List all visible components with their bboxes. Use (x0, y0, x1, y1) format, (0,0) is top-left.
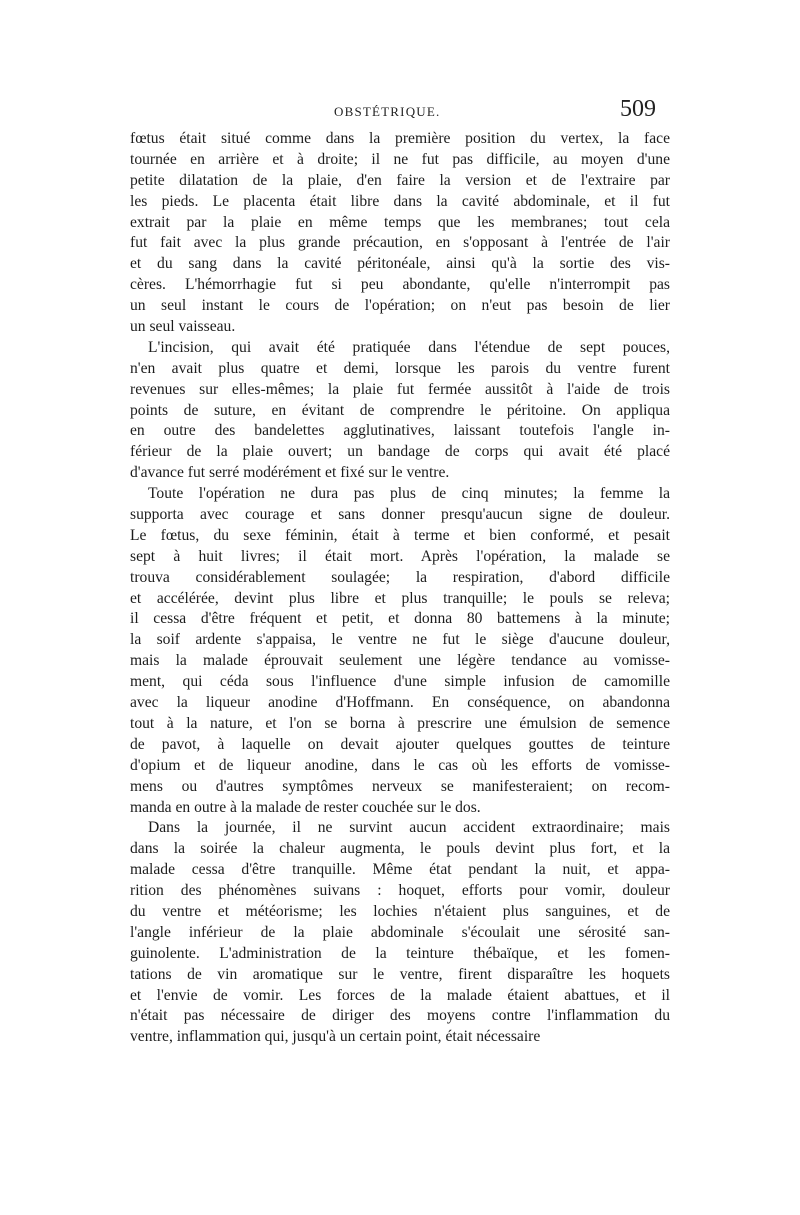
text-line: L'incision, qui avait été pratiquée dans l'étendue de sept pouces, (148, 338, 670, 356)
paragraph (130, 484, 670, 818)
text-line: tournée en arrière et à droite; il ne fut pas difficile, au moyen d'une (130, 150, 670, 168)
text-line: d'avance fut serré modérément et fixé sur le ventre. (130, 464, 450, 482)
text-line: sept à huit livres; il était mort. Après l'opération, la malade se (130, 547, 670, 565)
text-line: en outre des bandelettes agglutinatives, laissant toutefois l'angle in- (130, 422, 670, 440)
paragraph (130, 818, 670, 1048)
text-line: dans la soirée la chaleur augmenta, le pouls devint plus fort, et la (130, 840, 670, 858)
text-line: cères. L'hémorrhagie fut si peu abondante, qu'elle n'interrompit pas (130, 276, 670, 294)
text-line: du ventre et météorisme; les lochies n'étaient plus sanguines, et de (130, 902, 670, 920)
text-line: férieur de la plaie ouvert; un bandage de corps qui avait été placé (130, 443, 670, 461)
text-line: Le fœtus, du sexe féminin, était à terme et bien conformé, et pesait (130, 526, 670, 544)
text-line: petite dilatation de la plaie, d'en faire la version et de l'extraire par (130, 171, 670, 189)
text-line: la soif ardente s'appaisa, le ventre ne fut le siège d'aucune douleur, (130, 631, 670, 649)
text-line: mens ou d'autres symptômes nerveux se manifesteraient; on recom- (130, 777, 670, 795)
text-line: n'était pas nécessaire de diriger des moyens contre l'inflammation du (130, 1007, 670, 1025)
text-line: il cessa d'être fréquent et petit, et donna 80 battemens à la minute; (130, 610, 670, 628)
text-line: d'opium et de liqueur anodine, dans le cas où les efforts de vomisse- (130, 756, 670, 774)
text-line: de pavot, à laquelle on devait ajouter quelques gouttes de teinture (130, 735, 670, 753)
text-line: trouva considérablement soulagée; la respiration, d'abord difficile (130, 568, 670, 586)
text-line: et accélérée, devint plus libre et plus tranquille; le pouls se releva; (130, 589, 670, 607)
text-line: tations de vin aromatique sur le ventre, firent disparaître les hoquets (130, 965, 670, 983)
text-line: mais la malade éprouvait seulement une légère tendance au vomisse- (130, 652, 670, 670)
text-line: extrait par la plaie en même temps que les membranes; tout cela (130, 213, 670, 231)
text-line: rition des phénomènes suivans : hoquet, efforts pour vomir, douleur (130, 882, 670, 900)
text-line: fut fait avec la plus grande précaution, en s'opposant à l'entrée de l'air (130, 234, 670, 252)
page-header (0, 96, 800, 126)
text-line: fœtus était situé comme dans la première position du vertex, la face (130, 130, 670, 147)
text-line: Dans la journée, il ne survint aucun accident extraordinaire; mais (148, 819, 670, 837)
text-line: manda en outre à la malade de rester couchée sur le dos. (130, 798, 481, 816)
text-line: les pieds. Le placenta était libre dans la cavité abdominale, et il fut (130, 192, 670, 210)
text-line: et l'envie de vomir. Les forces de la malade étaient abattues, et il (130, 986, 670, 1004)
page-number: 509 (620, 96, 656, 122)
paragraph (130, 129, 670, 338)
text-line: l'angle inférieur de la plaie abdominale s'écoulait une sérosité san- (130, 923, 670, 941)
text-line: avec la liqueur anodine d'Hoffmann. En conséquence, on abandonna (130, 694, 670, 712)
paragraph (130, 338, 670, 484)
text-line: revenues sur elles-mêmes; la plaie fut fermée aussitôt à l'aide de trois (130, 380, 670, 398)
text-line: n'en avait plus quatre et demi, lorsque les parois du ventre furent (130, 359, 670, 377)
running-title: OBSTÉTRIQUE. (334, 104, 441, 119)
text-line: supporta avec courage et sans donner presqu'aucun signe de douleur. (130, 506, 670, 524)
text-line: ment, qui céda sous l'influence d'une simple infusion de camomille (130, 673, 670, 691)
text-line: un seul instant le cours de l'opération; on n'eut pas besoin de lier (130, 297, 670, 315)
text-line: guinolente. L'administration de la teinture thébaïque, et les fomen- (130, 944, 670, 962)
text-line: malade cessa d'être tranquille. Même état pendant la nuit, et appa- (130, 861, 670, 879)
body-text (130, 129, 670, 1048)
text-line: et du sang dans la cavité péritonéale, ainsi qu'à la sortie des vis- (130, 255, 670, 273)
text-line: Toute l'opération ne dura pas plus de cinq minutes; la femme la (148, 485, 670, 503)
text-line: points de suture, en évitant de comprendre le péritoine. On appliqua (130, 401, 670, 419)
text-line: ventre, inflammation qui, jusqu'à un certain point, était nécessaire (130, 1028, 541, 1046)
text-line: un seul vaisseau. (130, 318, 236, 336)
text-line: tout à la nature, et l'on se borna à prescrire une émulsion de semence (130, 714, 670, 732)
